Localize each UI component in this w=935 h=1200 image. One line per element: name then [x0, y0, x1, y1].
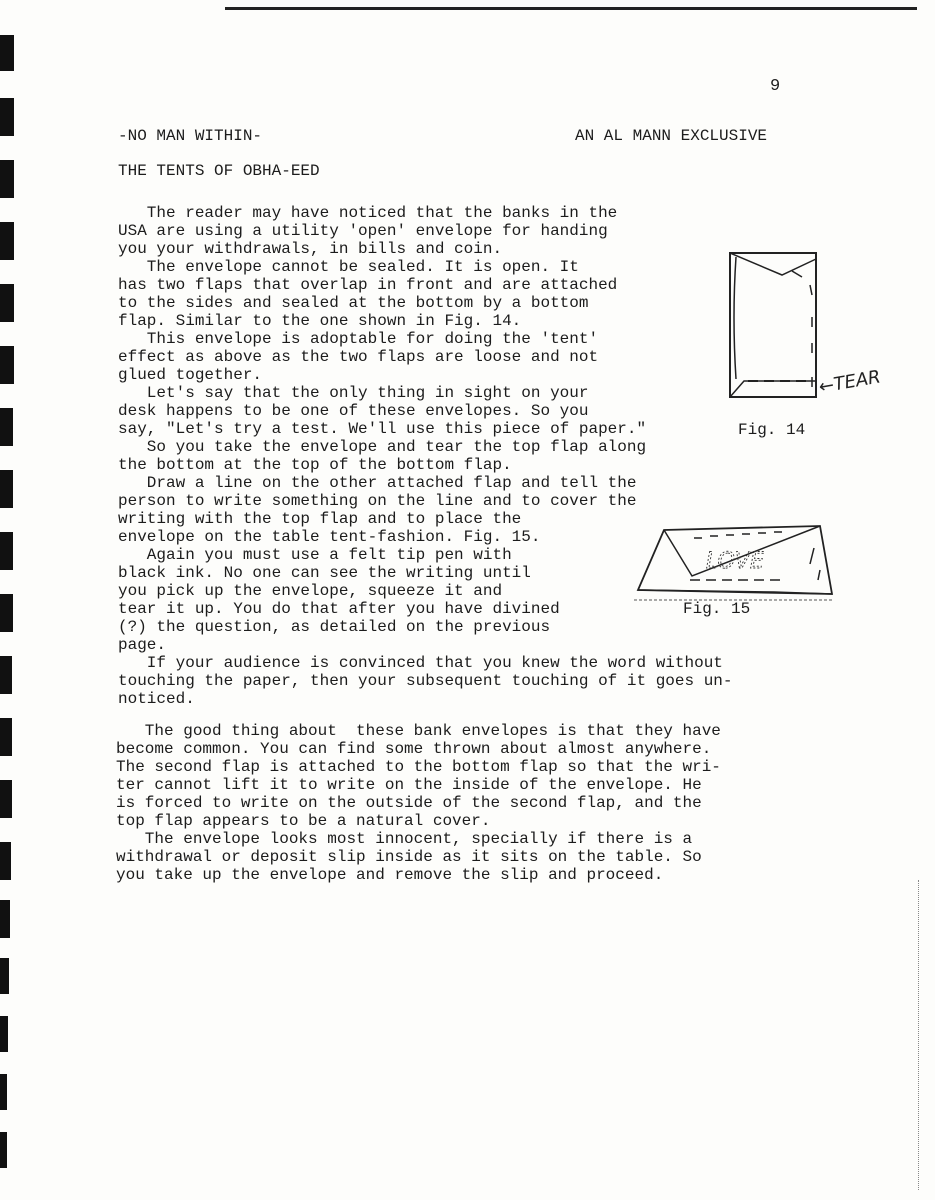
figure-14-caption: Fig. 14: [738, 421, 806, 439]
body-text-part1: The reader may have noticed that the banks in the USA are using a utility 'open' envelope for handing you your withdrawals, in bills and coin. The envelope cannot be sealed. It is open. It has two flaps that overlap in front and are attached to the sides and sealed at the bottom by a bottom flap. Similar to the one shown in Fig. 14. This envelope is adoptable for doing the 'tent' effect as above as the two flaps are loose and not glued together. Let's say that the only thing in sight on your desk happens to be one of these envelopes. So you say, "Let's try a test. We'll use this piece of paper." So you take the envelope and tear the top flap along the bottom at the top of the bottom flap. Draw a line on the other attached flap and tell the person to write something on the line and to cover the writing with the top flap and to place the envelope on the table tent-fashion. Fig. 15. Again you must use a felt tip pen with black ink. No one can see the writing until you pick up the envelope, squeeze it and tear it up. You do that after you have divined (?) the question, as detailed on the previous page. If your audience is convinced that you knew the word without touching the paper, then your subsequent touching of it goes un- noticed.: [118, 204, 733, 708]
header-right: AN AL MANN EXCLUSIVE: [575, 127, 768, 145]
love-word: LOVE: [706, 549, 764, 574]
figure-15-tent-envelope: [634, 520, 834, 602]
header-left: -NO MAN WITHIN-: [118, 127, 263, 145]
top-rule: [225, 7, 917, 10]
page-edge-mark: [918, 880, 920, 1190]
figure-14-envelope: [722, 247, 902, 407]
page-number: 9: [770, 77, 781, 96]
binding-holes: [0, 0, 30, 1200]
figure-15-caption: Fig. 15: [683, 600, 751, 618]
body-text-part2: The good thing about these bank envelopes is that they have become common. You can find some thrown about almost anywhere. The second flap is attached to the bottom flap so that the wri- ter cannot lift it to write on the inside of the envelope. He is forced to write on the outside of the second flap, and the top flap appears to be a natural cover. The envelope looks most innocent, specially if there is a withdrawal or deposit slip inside as it sits on the table. So you take up the envelope and remove the slip and proceed.: [116, 722, 721, 884]
tear-annotation: ←TEAR: [817, 366, 883, 398]
section-title: THE TENTS OF OBHA-EED: [118, 162, 320, 180]
